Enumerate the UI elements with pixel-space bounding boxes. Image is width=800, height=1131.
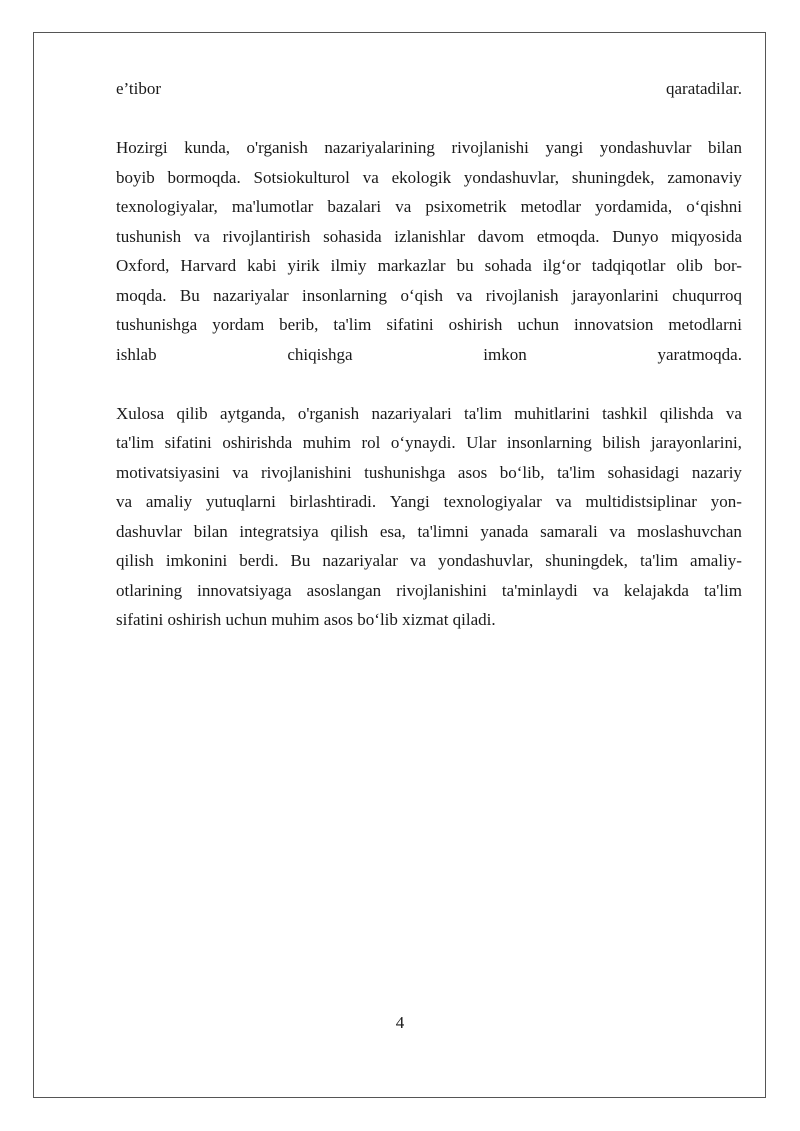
word: dashuvlar — [116, 521, 183, 541]
text-line — [116, 163, 742, 193]
text-line — [116, 428, 742, 458]
word: ilmiy — [330, 256, 367, 275]
word: sohasida — [323, 226, 382, 246]
word: va — [609, 521, 626, 541]
word: o'rganish — [297, 403, 360, 423]
word: sohasidagi — [607, 462, 680, 482]
word: davom — [477, 226, 525, 246]
word: psixometrik — [425, 197, 507, 216]
word: metodlar — [520, 197, 582, 216]
word: bo‘lib, — [499, 462, 545, 482]
word: nazariyalarining — [324, 138, 435, 157]
word: imkonini — [165, 551, 228, 570]
word: zamonaviy — [667, 167, 742, 187]
word: Bu — [290, 551, 311, 570]
word: va — [232, 462, 249, 482]
word: jarayonlarini, — [650, 433, 742, 452]
word: tashkil — [602, 403, 648, 423]
word: Hozirgi — [116, 138, 168, 157]
word: Xulosa — [116, 403, 165, 423]
word: yirik — [287, 256, 320, 275]
word: nazariy — [691, 462, 742, 482]
text-line — [116, 251, 742, 281]
word: va — [116, 492, 133, 511]
word: qilib — [176, 403, 208, 423]
word: otlarining — [116, 580, 183, 600]
word: amaliy- — [690, 551, 742, 570]
word: ta'lim — [557, 462, 596, 482]
word: nazariyalar — [322, 551, 398, 570]
word: kelajakda — [623, 580, 689, 600]
word: shuningdek, — [545, 551, 628, 570]
text-line — [116, 487, 742, 517]
word: bu — [456, 256, 474, 275]
text-line — [116, 605, 742, 635]
word: kabi — [247, 256, 277, 275]
document-body — [116, 74, 742, 635]
word: va — [555, 492, 572, 511]
word: bilan — [193, 521, 228, 541]
word: ta'lim — [703, 580, 742, 600]
word: tushunishga — [116, 315, 198, 334]
word: ta'lim — [463, 403, 502, 423]
word: moqda. — [116, 285, 167, 305]
word: miqyosida — [671, 226, 742, 246]
word: muhim — [302, 433, 351, 452]
word: va — [456, 285, 473, 305]
word: ilg‘or — [542, 256, 581, 275]
word: rol — [361, 433, 381, 452]
text-line — [116, 192, 742, 222]
word: Bu — [179, 285, 200, 305]
word: rivojlanish — [485, 285, 559, 305]
word: va — [409, 551, 427, 570]
text-line — [116, 340, 742, 370]
word: ta'lim — [333, 315, 372, 334]
text-line — [116, 281, 742, 311]
word: esa, — [379, 521, 406, 541]
word: va — [395, 197, 412, 216]
word: nazariyalari — [371, 403, 452, 423]
word: ekologik — [391, 167, 452, 187]
word: ta'lim — [639, 551, 678, 570]
word: bormoqda. — [167, 167, 241, 187]
word: asos — [457, 462, 488, 482]
word: shuningdek, — [571, 167, 655, 187]
word: tadqiqotlar — [591, 256, 666, 275]
word: ta'minlaydi — [501, 580, 578, 600]
word: ta'lim — [116, 433, 155, 452]
word: amaliy — [145, 492, 193, 511]
word: chiqishga — [287, 344, 353, 364]
word: texnologiyalar, — [116, 197, 218, 216]
paragraph-current-developments — [116, 133, 742, 369]
word: qilishda — [659, 403, 714, 423]
text-line — [116, 133, 742, 163]
word: yondashuvlar, — [463, 167, 560, 187]
word: yutuqlarni — [205, 492, 276, 511]
word: o‘qishni — [686, 197, 742, 216]
word: Ular — [466, 433, 497, 452]
text-line — [116, 74, 742, 104]
word: innovatsiyaga — [197, 580, 292, 600]
word: qilish — [330, 521, 369, 541]
word: bazalari — [327, 197, 382, 216]
word: tushunish — [116, 226, 182, 246]
word: va — [362, 167, 379, 187]
text-line — [116, 222, 742, 252]
word: izlanishlar — [394, 226, 466, 246]
text-line — [116, 458, 742, 488]
word: chuqurroq — [672, 285, 742, 305]
word: sohada — [484, 256, 532, 275]
word: e’tibor — [116, 79, 162, 98]
word: ta'limni — [417, 521, 469, 541]
word: kunda, — [184, 138, 230, 157]
word: imkon — [483, 344, 527, 364]
word: qaratadilar. — [666, 79, 742, 98]
word: motivatsiyasini — [116, 462, 220, 482]
word: insonlarning — [506, 433, 592, 452]
word: innovatsion — [573, 315, 654, 334]
text-line — [116, 310, 742, 340]
word: asoslangan — [306, 580, 382, 600]
word: berdi. — [239, 551, 279, 570]
word: samarali — [540, 521, 598, 541]
paragraph-continuation — [116, 74, 742, 104]
word: bilan — [707, 138, 742, 157]
word: rivojlantirish — [222, 226, 311, 246]
word: multidistsiplinar — [585, 492, 697, 511]
word: yordamida, — [595, 197, 673, 216]
text-line — [116, 546, 742, 576]
word: Dunyo — [612, 226, 659, 246]
word: o'rganish — [246, 138, 308, 157]
word: markazlar — [377, 256, 446, 275]
word: bilish — [602, 433, 641, 452]
word: boyib — [116, 167, 155, 187]
word: yondashuvlar — [599, 138, 692, 157]
word: etmoqda. — [536, 226, 600, 246]
word: oshirishda — [222, 433, 293, 452]
word: insonlarning — [302, 285, 388, 305]
word: sifatini — [164, 433, 212, 452]
word: berib, — [279, 315, 319, 334]
word: moslashuvchan — [637, 521, 742, 541]
word: Sotsiokulturol — [253, 167, 350, 187]
word: birlashtiradi. — [289, 492, 377, 511]
word: sifatini — [386, 315, 434, 334]
word: metodlarni — [668, 315, 742, 334]
word: oshirish — [448, 315, 503, 334]
word: uchun — [517, 315, 559, 334]
word: yanada — [480, 521, 529, 541]
word: yordam — [212, 315, 265, 334]
word: o‘qish — [400, 285, 443, 305]
word: tushunishga — [364, 462, 446, 482]
word: qilish — [116, 551, 154, 570]
word: aytganda, — [219, 403, 286, 423]
word: va — [725, 403, 742, 423]
text-line — [116, 399, 742, 429]
paragraph-conclusion — [116, 399, 742, 635]
text-line — [116, 576, 742, 606]
word: nazariyalar — [213, 285, 289, 305]
word: yangi — [545, 138, 584, 157]
word: yondashuvlar, — [438, 551, 534, 570]
word: muhitlarini — [514, 403, 590, 423]
word: va — [193, 226, 210, 246]
word: va — [592, 580, 609, 600]
word: bor- — [713, 256, 742, 275]
word: jarayonlarini — [571, 285, 659, 305]
word: olib — [676, 256, 703, 275]
word: ishlab — [116, 344, 157, 364]
word: ma'lumotlar — [231, 197, 314, 216]
line-text: sifatini oshirish uchun muhim asos bo‘lib xizmat qiladi. — [116, 610, 496, 629]
text-line — [116, 517, 742, 547]
word: Harvard — [180, 256, 237, 275]
word: Yangi — [389, 492, 430, 511]
word: rivojlanishini — [396, 580, 487, 600]
word: Oxford, — [116, 256, 170, 275]
page-number: 4 — [395, 1013, 405, 1032]
word: rivojlanishi — [451, 138, 529, 157]
word: yaratmoqda. — [657, 344, 742, 364]
word: o‘ynaydi. — [390, 433, 456, 452]
word: integratsiya — [239, 521, 319, 541]
word: yon- — [710, 492, 742, 511]
word: texnologiyalar — [443, 492, 542, 511]
word: rivojlanishini — [260, 462, 352, 482]
